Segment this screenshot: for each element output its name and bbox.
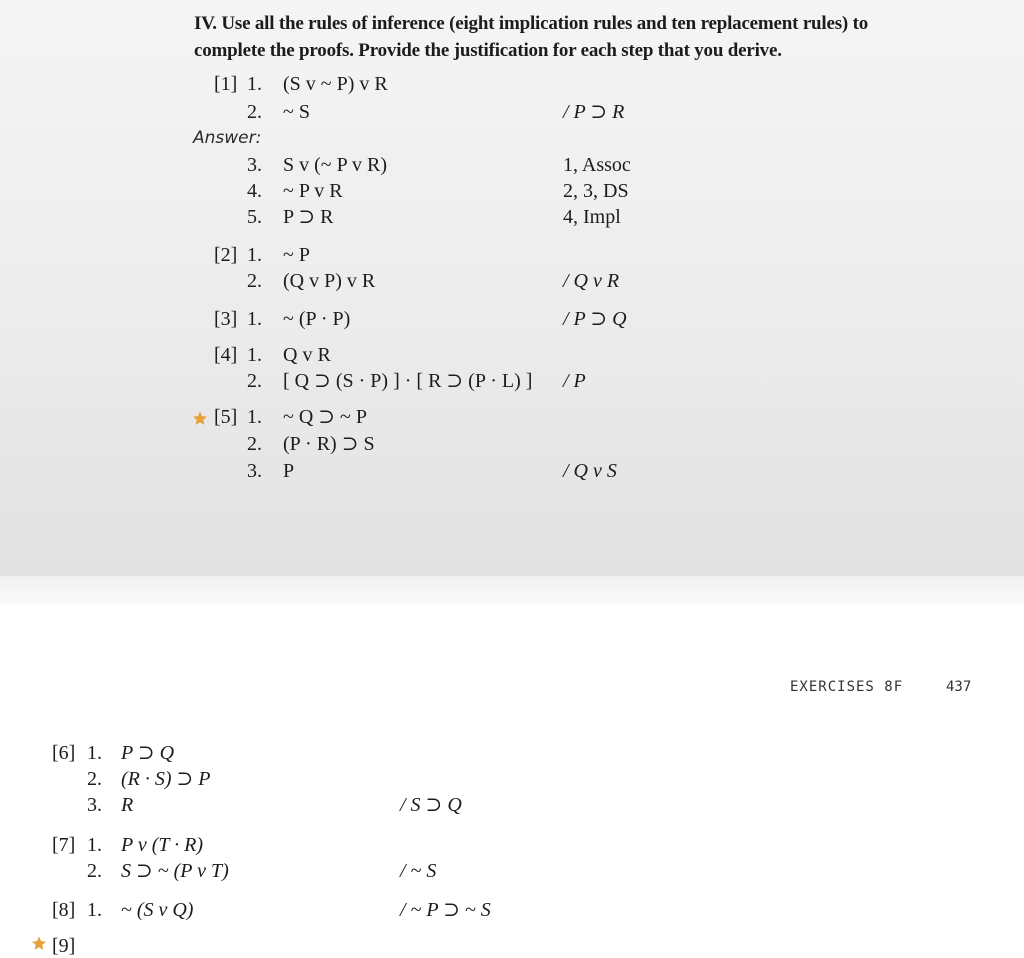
premise-expression: ~ P (283, 244, 310, 266)
problem-8-label: [8] (52, 899, 76, 921)
conclusion-target: / Q v S (563, 460, 617, 482)
conclusion-target: / ~ S (400, 860, 437, 882)
problem-6-label: [6] (52, 742, 76, 764)
line-number: 2. (87, 860, 102, 882)
line-number: 1. (87, 899, 102, 921)
line-number: 2. (247, 101, 262, 123)
premise-expression: (S v ~ P) v R (283, 73, 388, 95)
conclusion-target: / P (563, 370, 586, 392)
line-number: 2. (247, 270, 262, 292)
line-number: 1. (247, 344, 262, 366)
premise-expression: S ⊃ ~ (P v T) (121, 860, 229, 882)
running-head: EXERCISES 8F (790, 679, 904, 695)
section-heading: IV. Use all the rules of inference (eight implication rules and ten replacement rules) to complete the proofs. Provide the justification for each step that you derive. (194, 13, 869, 61)
line-number: 2. (87, 768, 102, 790)
premise-expression: Q v R (283, 344, 331, 366)
premise-expression: R (121, 794, 134, 816)
problem-5-label: [5] (214, 406, 238, 428)
conclusion-target: / S ⊃ Q (400, 794, 462, 816)
problem-4-label: [4] (214, 344, 238, 366)
premise-expression: P (283, 460, 295, 482)
star-icon (191, 410, 209, 427)
line-number: 1. (247, 244, 262, 266)
line-number: 5. (247, 206, 262, 228)
line-number: 2. (247, 433, 262, 455)
problem-2-label: [2] (214, 244, 238, 266)
line-number: 1. (87, 834, 102, 856)
line-number: 1. (247, 308, 262, 330)
justification: 4, Impl (563, 206, 621, 228)
derived-expression: S v (~ P v R) (283, 154, 387, 176)
premise-expression: P ⊃ Q (121, 742, 175, 764)
premise-expression: (Q v P) v R (283, 270, 376, 292)
line-number: 3. (87, 794, 102, 816)
problem-9-label: [9] (52, 935, 76, 957)
premise-expression: ~ Q ⊃ ~ P (283, 406, 367, 428)
problem-3-label: [3] (214, 308, 238, 330)
line-number: 2. (247, 370, 262, 392)
line-number: 1. (247, 406, 262, 428)
problem-1-label: [1] (214, 73, 238, 95)
page-divider (0, 576, 1024, 604)
premise-expression: ~ S (283, 101, 310, 123)
premise-expression: (R · S) ⊃ P (121, 768, 211, 790)
premise-expression: ~ (S v Q) (121, 899, 194, 921)
page-number: 437 (946, 679, 972, 695)
line-number: 1. (247, 73, 262, 95)
derived-expression: ~ P v R (283, 180, 343, 202)
derived-expression: P ⊃ R (283, 206, 334, 228)
line-number: 3. (247, 154, 262, 176)
line-number: 4. (247, 180, 262, 202)
conclusion-target: / ~ P ⊃ ~ S (400, 899, 491, 921)
line-number: 3. (247, 460, 262, 482)
premise-expression: [ Q ⊃ (S · P) ] · [ R ⊃ (P · L) ] (283, 370, 533, 392)
problem-7-label: [7] (52, 834, 76, 856)
premise-expression: P v (T · R) (121, 834, 204, 856)
justification: 1, Assoc (563, 154, 631, 176)
premise-expression: (P · R) ⊃ S (283, 433, 375, 455)
justification: 2, 3, DS (563, 180, 629, 202)
conclusion-target: / P ⊃ Q (563, 308, 627, 330)
conclusion-target: / P ⊃ R (563, 101, 625, 123)
conclusion-target: / Q v R (563, 270, 620, 292)
answer-label: Answer: (193, 128, 262, 148)
premise-expression: ~ (P · P) (283, 308, 351, 330)
line-number: 1. (87, 742, 102, 764)
